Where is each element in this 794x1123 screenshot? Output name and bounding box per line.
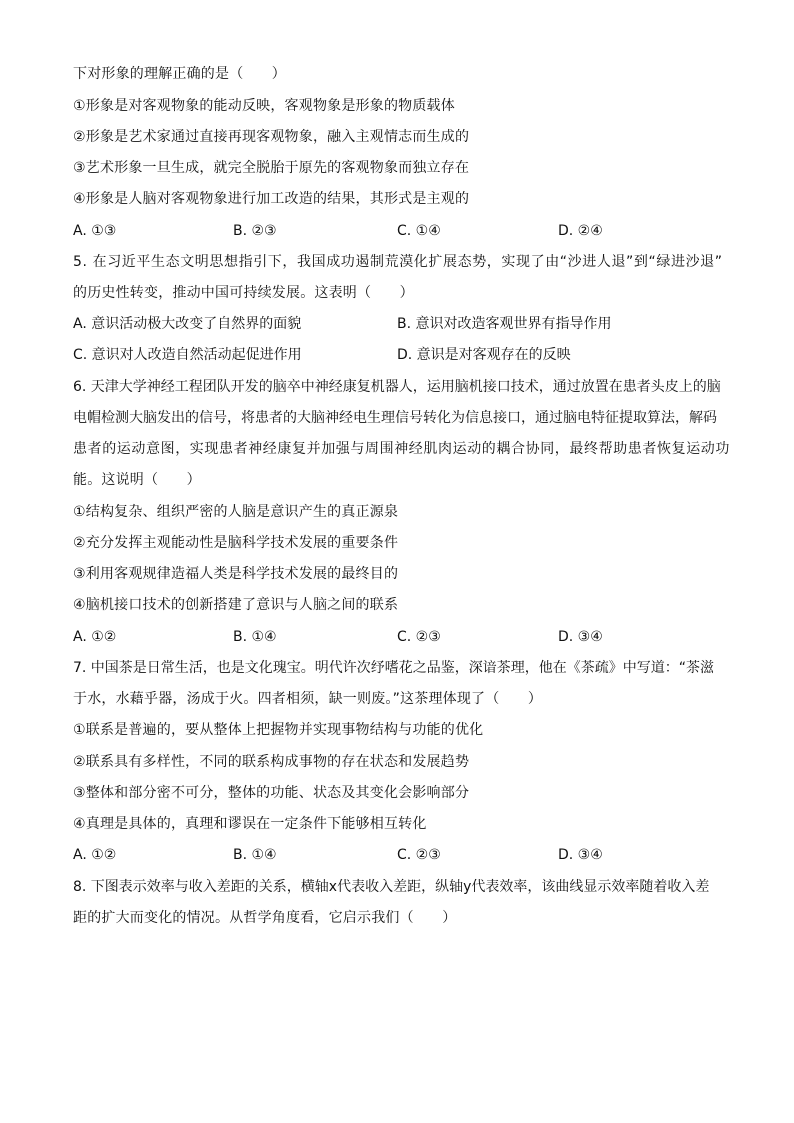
q5-option-b: B. 意识对改造客观世界有指导作用 [397, 316, 612, 332]
q6-stem-line-3: 患者的运动意图，实现患者神经康复并加强与周围神经肌肉运动的耦合协同，最终帮助患者恢复运动功 [73, 441, 730, 457]
q6-statement-4: ④脑机接口技术的创新搭建了意识与人脑之间的联系 [73, 597, 399, 613]
q5-option-a: A. 意识活动极大改变了自然界的面貌 [73, 316, 302, 332]
q6-stem-line-2: 电帽检测大脑发出的信号，将患者的大脑神经电生理信号转化为信息接口，通过脑电特征提取算法，解码 [73, 410, 717, 426]
q4-statement-4: ④形象是人脑对客观物象进行加工改造的结果，其形式是主观的 [73, 191, 470, 207]
q6-statement-1: ①结构复杂、组织严密的人脑是意识产生的真正源泉 [73, 504, 399, 520]
q4-stem-tail: 下对形象的理解正确的是（ ） [73, 66, 286, 82]
q6-stem-line-1: 6. 天津大学神经工程团队开发的脑卒中神经康复机器人，运用脑机接口技术，通过放置在患者头皮上的脑 [73, 379, 721, 395]
q8-stem-line-2: 距的扩大而变化的情况。从哲学角度看，它启示我们（ ） [73, 910, 457, 926]
q7-statement-4: ④真理是具体的，真理和谬误在一定条件下能够相互转化 [73, 816, 427, 832]
q8-stem-line-1: 8. 下图表示效率与收入差距的关系，横轴x代表收入差距，纵轴y代表效率，该曲线显示效率随着收入差 [73, 879, 710, 895]
q6-stem-line-4: 能。这说明（ ） [73, 472, 201, 488]
q6-option-d: D. ③④ [558, 629, 603, 645]
q6-option-c: C. ②③ [397, 629, 441, 645]
q4-option-d: D. ②④ [558, 223, 603, 239]
q5-stem-line-1: 5. 在习近平生态文明思想指引下，我国成功遏制荒漠化扩展态势，实现了由“沙进人退”到“绿进沙退” [73, 254, 723, 270]
q7-statement-2: ②联系具有多样性，不同的联系构成事物的存在状态和发展趋势 [73, 754, 470, 770]
q7-option-a: A. ①② [73, 847, 117, 863]
q6-statement-3: ③利用客观规律造福人类是科学技术发展的最终目的 [73, 566, 399, 582]
q4-option-b: B. ②③ [233, 223, 277, 239]
q4-option-c: C. ①④ [397, 223, 441, 239]
q7-option-b: B. ①④ [233, 847, 277, 863]
q7-stem-line-1: 7. 中国茶是日常生活，也是文化瑰宝。明代许次纾嗜花之品鉴，深谙茶理，他在《茶疏》中写道：“茶滋 [73, 660, 715, 676]
q6-option-a: A. ①② [73, 629, 117, 645]
q5-stem-line-2: 的历史性转变，推动中国可持续发展。这表明（ ） [73, 285, 414, 301]
q5-option-d: D. 意识是对客观存在的反映 [397, 347, 571, 363]
q4-statement-3: ③艺术形象一旦生成，就完全脱胎于原先的客观物象而独立存在 [73, 160, 470, 176]
q7-statement-1: ①联系是普遍的，要从整体上把握物并实现事物结构与功能的优化 [73, 722, 484, 738]
q7-option-d: D. ③④ [558, 847, 603, 863]
q7-stem-line-2: 于水，水藉乎器，汤成于火。四者相须，缺一则废。”这茶理体现了（ ） [73, 691, 543, 707]
q7-statement-3: ③整体和部分密不可分，整体的功能、状态及其变化会影响部分 [73, 785, 470, 801]
q5-option-c: C. 意识对人改造自然活动起促进作用 [73, 347, 302, 363]
q4-statement-2: ②形象是艺术家通过直接再现客观物象，融入主观情志而生成的 [73, 129, 470, 145]
q4-option-a: A. ①③ [73, 223, 117, 239]
q6-statement-2: ②充分发挥主观能动性是脑科学技术发展的重要条件 [73, 535, 399, 551]
q6-option-b: B. ①④ [233, 629, 277, 645]
q4-statement-1: ①形象是对客观物象的能动反映，客观物象是形象的物质载体 [73, 98, 455, 114]
q7-option-c: C. ②③ [397, 847, 441, 863]
